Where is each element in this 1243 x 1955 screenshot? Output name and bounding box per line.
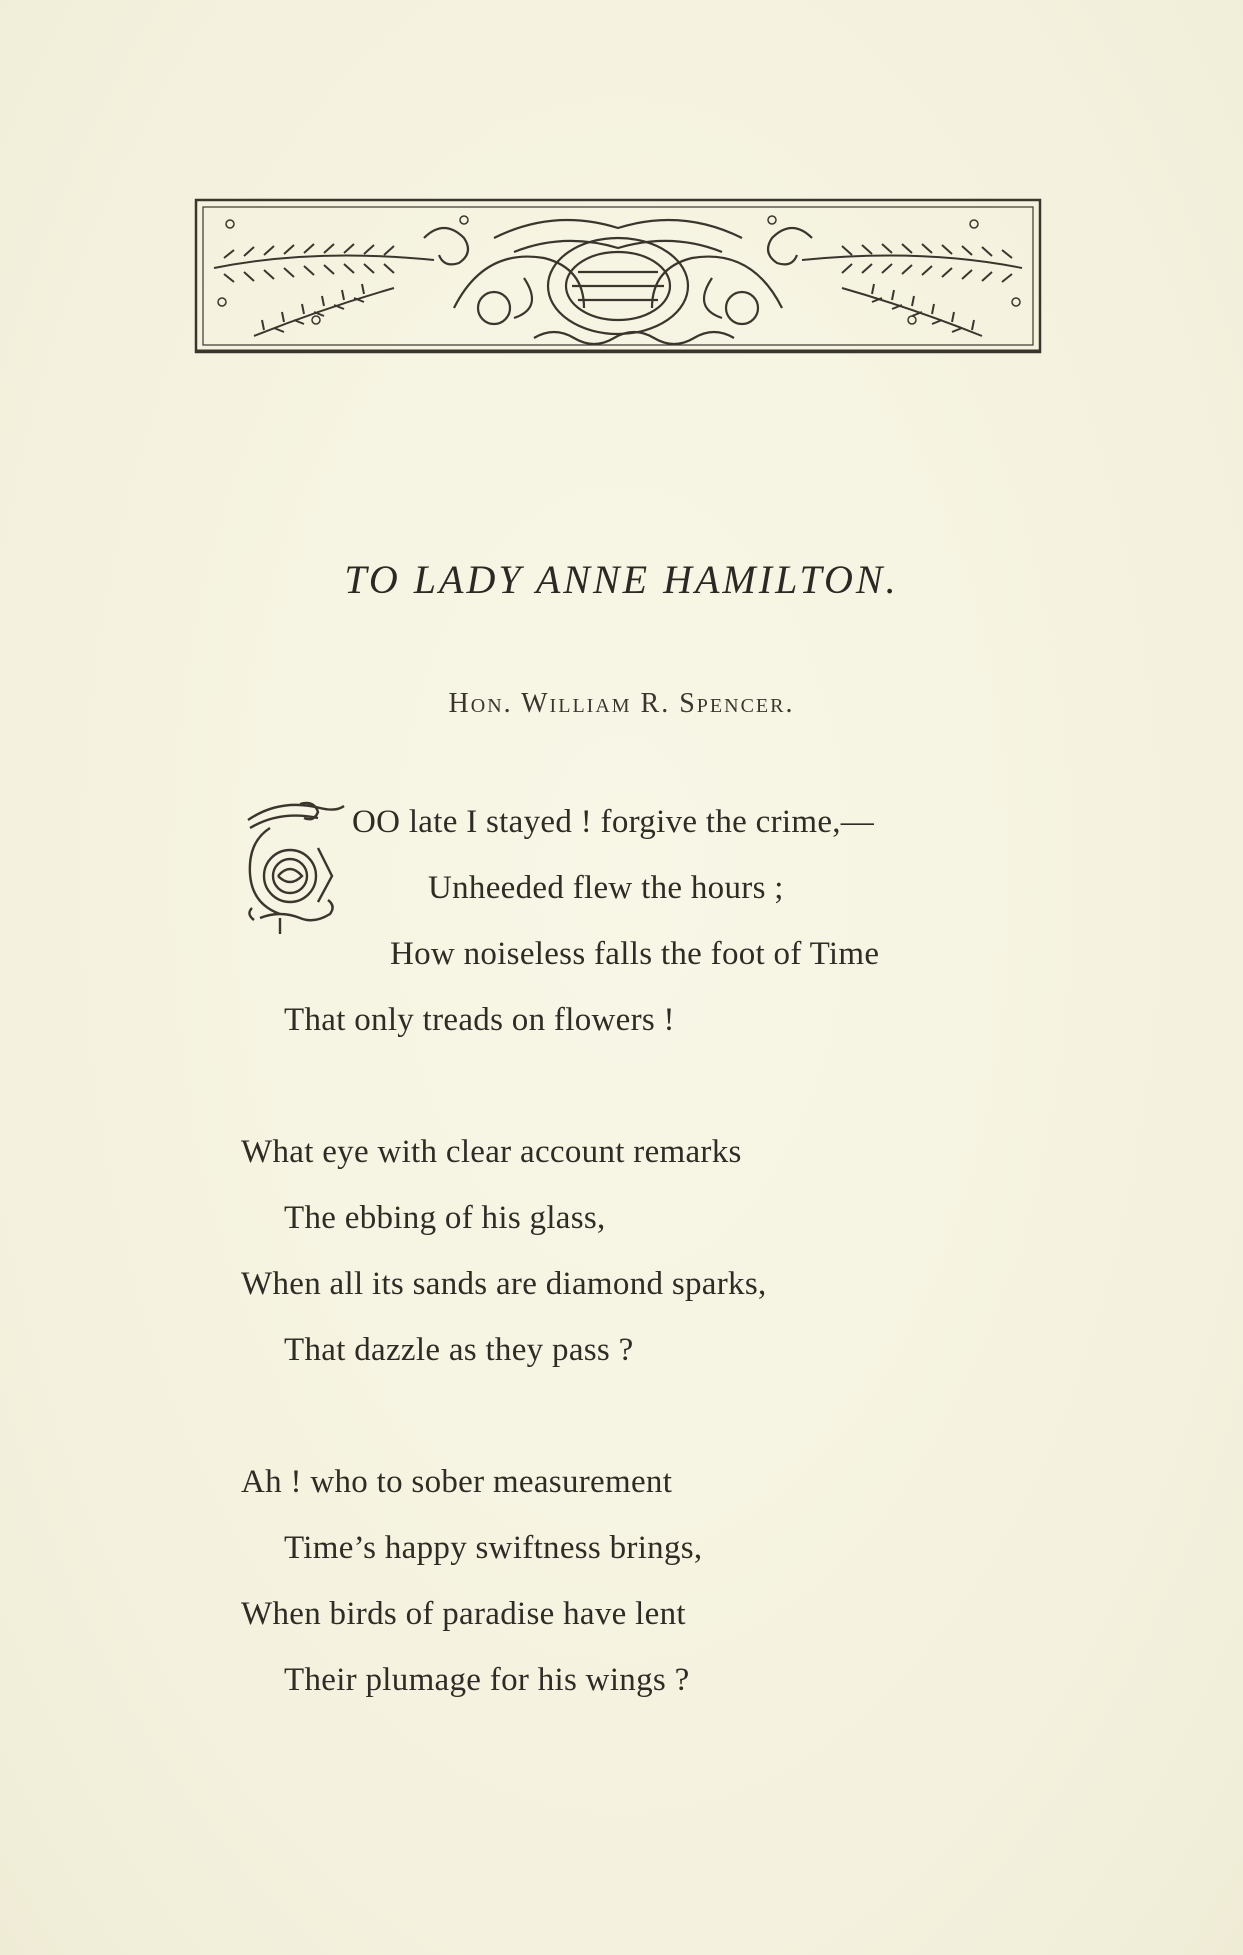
poem-line: Ah ! who to sober measurement [241, 1464, 673, 1500]
poem-line: Their plumage for his wings ? [284, 1662, 690, 1698]
poem-line: Time’s happy swiftness brings, [284, 1530, 703, 1566]
poem-title: TO LADY ANNE HAMILTON. [344, 557, 899, 602]
ornamental-letter-t-icon [240, 798, 350, 938]
poem-author: Hon. William R. Spencer. [448, 688, 795, 719]
poem-line: That dazzle as they pass ? [284, 1332, 634, 1368]
poem-line: Unheeded flew the hours ; [428, 870, 784, 906]
poem-line: The ebbing of his glass, [284, 1200, 606, 1236]
poem-line: How noiseless falls the foot of Time [390, 936, 880, 972]
poem-line: What eye with clear account remarks [241, 1134, 742, 1170]
poem-line: When birds of paradise have lent [241, 1596, 686, 1632]
poem-line: That only treads on flowers ! [284, 1002, 675, 1038]
poem-line: OO late I stayed ! forgive the crime,— [352, 804, 875, 840]
poem-line: When all its sands are diamond sparks, [241, 1266, 767, 1302]
floral-scroll-headpiece-icon [194, 198, 1042, 358]
